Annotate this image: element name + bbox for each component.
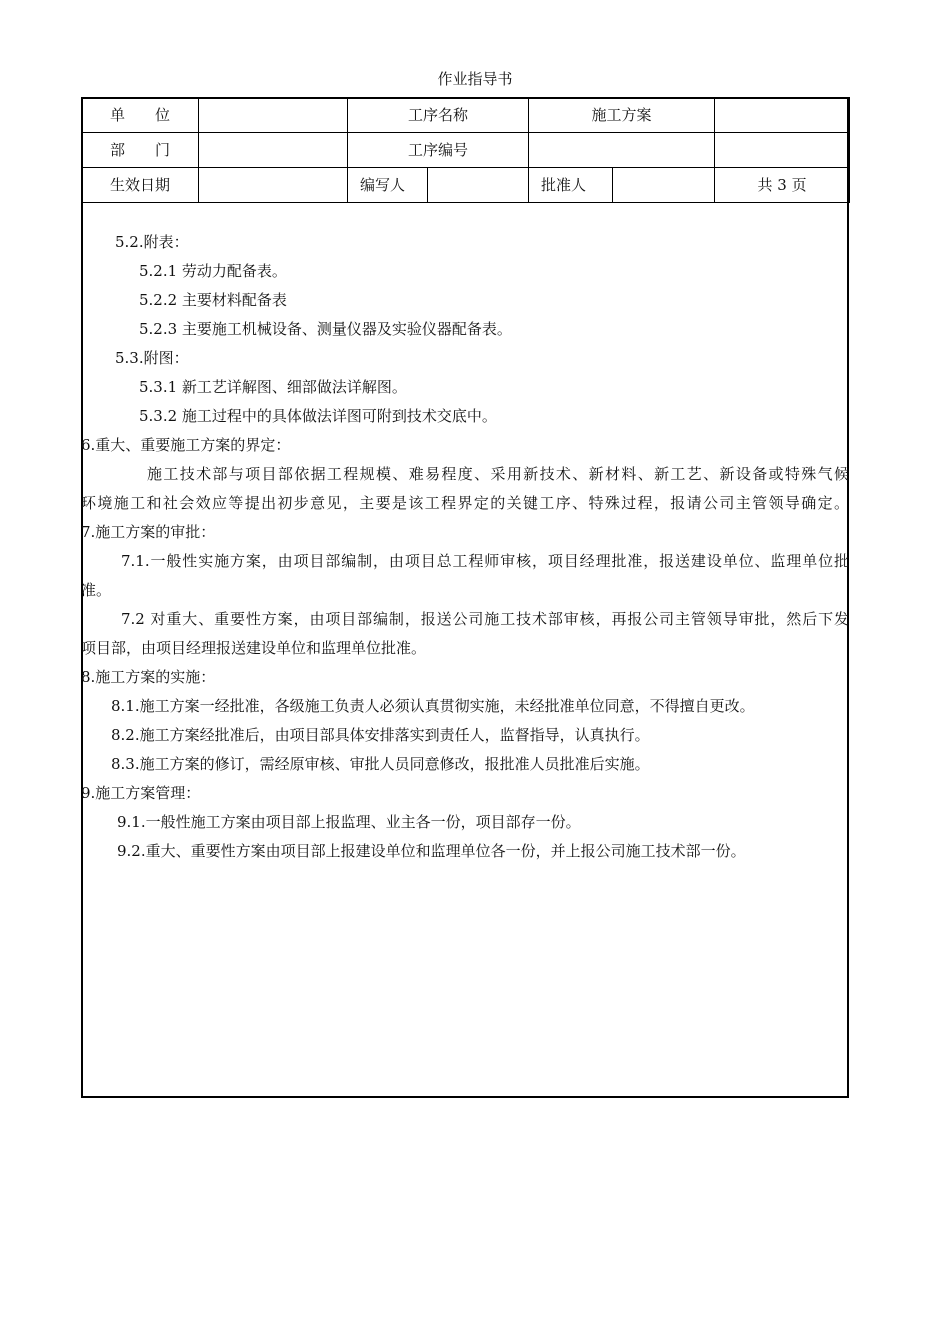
section-8-3: 8.3.施工方案的修订，需经原审核、审批人员同意修改，报批准人员批准后实施。 (111, 755, 650, 773)
section-5-3-heading: 5.3.附图： (115, 349, 189, 367)
header-row-1 (82, 98, 850, 133)
section-8-2: 8.2.施工方案经批准后，由项目部具体安排落实到责任人，监督指导，认真执行。 (111, 726, 650, 744)
section-9-heading: 9.施工方案管理： (81, 784, 201, 802)
section-5-2-heading: 5.2.附表： (115, 233, 189, 251)
document-body (81, 228, 849, 866)
effective-date-label: 生效日期 (82, 168, 199, 203)
dept-label: 部 门 (82, 133, 199, 168)
section-9-1: 9.1.一般性施工方案由项目部上报监理、业主各一份，项目部存一份。 (117, 813, 581, 831)
section-5-2-3: 5.2.3 主要施工机械设备、测量仪器及实验仪器配备表。 (139, 320, 512, 338)
author-value (428, 168, 529, 203)
section-7-1-line-2: 准。 (81, 581, 112, 599)
section-7-1-line-1: 7.1.一般性实施方案，由项目部编制，由项目总工程师审核，项目经理批准，报送建设单位、监理单位批 (121, 552, 849, 570)
effective-date-value (199, 168, 348, 203)
document-title: 作业指导书 (437, 70, 513, 88)
section-6-paragraph-line-1: 施工技术部与项目部依据工程规模、难易程度、采用新技术、新材料、新工艺、新设备或特殊气候 (147, 465, 849, 483)
section-5-2-2: 5.2.2 主要材料配备表 (139, 291, 287, 309)
header-row-2 (82, 133, 850, 168)
author-label: 编写人 (348, 168, 428, 203)
section-9-2: 9.2.重大、重要性方案由项目部上报建设单位和监理单位各一份，并上报公司施工技术部一份。 (117, 842, 746, 860)
approver-label: 批准人 (529, 168, 613, 203)
page-count: 共 3 页 (715, 168, 850, 203)
section-7-heading: 7.施工方案的审批： (81, 523, 216, 541)
row1-extra-cell (715, 98, 850, 133)
section-8-1: 8.1.施工方案一经批准，各级施工负责人必须认真贯彻实施，未经批准单位同意，不得擅自更改。 (111, 697, 755, 715)
process-name-label: 工序名称 (348, 98, 529, 133)
process-no-label: 工序编号 (348, 133, 529, 168)
row2-extra-cell (715, 133, 850, 168)
section-5-3-2: 5.3.2 施工过程中的具体做法详图可附到技术交底中。 (139, 407, 497, 425)
process-no-value (529, 133, 715, 168)
section-6-heading: 6.重大、重要施工方案的界定： (81, 436, 291, 454)
section-7-2-line-1: 7.2 对重大、重要性方案，由项目部编制，报送公司施工技术部审核，再报公司主管领导审批，然后下发 (121, 610, 849, 628)
section-8-heading: 8.施工方案的实施： (81, 668, 216, 686)
unit-value (199, 98, 348, 133)
section-5-3-1: 5.3.1 新工艺详解图、细部做法详解图。 (139, 378, 407, 396)
section-7-2-line-2: 项目部，由项目经理报送建设单位和监理单位批准。 (81, 639, 427, 657)
section-5-2-1: 5.2.1 劳动力配备表。 (139, 262, 287, 280)
header-row-3 (82, 168, 850, 203)
unit-label: 单 位 (82, 98, 199, 133)
section-6-paragraph-line-2: 环境施工和社会效应等提出初步意见，主要是该工程界定的关键工序、特殊过程，报请公司主管领导确定。 (81, 494, 849, 512)
process-name-value: 施工方案 (529, 98, 715, 133)
approver-value (613, 168, 715, 203)
header-table (81, 97, 850, 203)
dept-value (199, 133, 348, 168)
